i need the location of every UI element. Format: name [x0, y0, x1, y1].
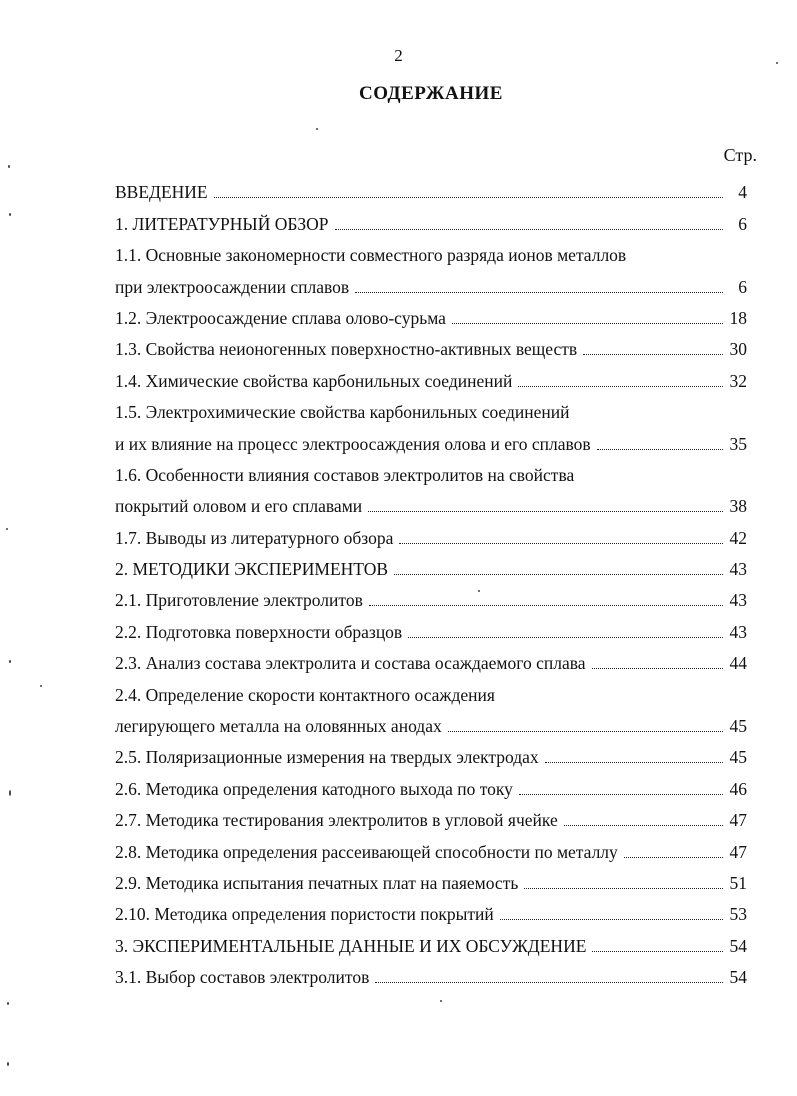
dot-leader: [452, 323, 723, 324]
toc-entry: [115, 863, 747, 894]
toc-entry-title: 2.9. Методика испытания печатных плат на паяемость: [115, 872, 519, 893]
toc-entry-page: 47: [729, 810, 747, 831]
dot-leader: [375, 982, 723, 983]
toc-entry-title-line: 1.1. Основные закономерности совместного разряда ионов металлов: [115, 245, 627, 266]
toc-entry-page: 42: [729, 527, 747, 548]
toc-entry-title: и их влияние на процесс электроосаждения олова и его сплавов: [115, 433, 591, 454]
scan-speck: [40, 685, 42, 687]
page-column-label: Стр.: [723, 145, 757, 165]
toc-entry: [115, 925, 747, 956]
toc-entry: [115, 737, 747, 768]
dot-leader: [518, 386, 723, 387]
page-number: 2: [394, 46, 403, 65]
toc-entry-page: 43: [729, 590, 747, 611]
dot-leader: [500, 919, 723, 920]
toc-entry-page: 6: [738, 213, 747, 234]
toc-entry: [115, 392, 747, 455]
toc-entry-title: 2.2. Подготовка поверхности образцов: [115, 621, 403, 642]
toc-entry-page: 47: [729, 841, 747, 862]
toc-entry-page: 46: [729, 778, 747, 799]
dot-leader: [545, 762, 723, 763]
dot-leader: [519, 794, 723, 795]
toc-entry-title: покрытий оловом и его сплавами: [115, 496, 363, 517]
page-title: СОДЕРЖАНИЕ: [359, 83, 503, 104]
toc-entry: [115, 957, 747, 988]
toc-entry: [115, 580, 747, 611]
dot-leader: [355, 292, 723, 293]
scan-speck: [7, 1002, 9, 1005]
dot-leader: [592, 951, 723, 952]
scan-speck: [776, 62, 778, 64]
toc-entry-title: 2.7. Методика тестирования электролитов в угловой ячейке: [115, 810, 558, 831]
dot-leader: [624, 857, 723, 858]
dot-leader: [214, 197, 723, 198]
toc-entry-page: 53: [729, 904, 747, 925]
toc-entry: [115, 643, 747, 674]
toc-entry-title: 2.5. Поляризационные измерения на твердых электродах: [115, 747, 539, 768]
toc-entry-page: 32: [729, 370, 747, 391]
toc-entry-title: 1. ЛИТЕРАТУРНЫЙ ОБЗОР: [115, 213, 329, 234]
toc-entry-title: 2.3. Анализ состава электролита и состава осаждаемого сплава: [115, 653, 586, 674]
dot-leader: [583, 354, 723, 355]
toc-entry-page: 38: [729, 496, 747, 517]
toc-entry-title: 2.8. Методика определения рассеивающей способности по металлу: [115, 841, 618, 862]
toc-entry: [115, 235, 747, 298]
toc-entry: [115, 298, 747, 329]
toc-entry-title: 1.7. Выводы из литературного обзора: [115, 527, 394, 548]
toc-entry: [115, 549, 747, 580]
toc-entry-title: легирующего металла на оловянных анодах: [115, 716, 442, 737]
dot-leader: [369, 605, 723, 606]
toc-entry: [115, 894, 747, 925]
toc-entry: [115, 674, 747, 737]
toc-entry-title-line: 2.4. Определение скорости контактного осаждения: [115, 684, 495, 705]
toc-entry-page: 45: [729, 747, 747, 768]
dot-leader: [597, 449, 723, 450]
toc-entry-title: 2.6. Методика определения катодного выхода по току: [115, 778, 513, 799]
scan-speck: [440, 1000, 442, 1002]
toc-entry: [115, 768, 747, 799]
toc-entry-page: 30: [729, 339, 747, 360]
toc-entry-title: ВВЕДЕНИЕ: [115, 182, 208, 203]
toc-entry: [115, 800, 747, 831]
toc-entry-title: 3. ЭКСПЕРИМЕНТАЛЬНЫЕ ДАННЫЕ И ИХ ОБСУЖДЕНИЕ: [115, 935, 587, 956]
table-of-contents: [115, 172, 747, 988]
toc-entry-page: 43: [729, 621, 747, 642]
scan-speck: [6, 528, 8, 530]
scan-speck: [9, 213, 11, 216]
toc-entry-page: 43: [729, 559, 747, 580]
toc-entry-page: 54: [729, 935, 747, 956]
dot-leader: [448, 731, 723, 732]
dot-leader: [399, 543, 723, 544]
toc-entry-title: 2.10. Методика определения пористости покрытий: [115, 904, 494, 925]
toc-entry-page: 6: [738, 276, 747, 297]
dot-leader: [592, 668, 723, 669]
scan-speck: [7, 1062, 9, 1066]
toc-entry-title-line: 1.5. Электрохимические свойства карбонильных соединений: [115, 402, 570, 423]
toc-entry-title: 1.4. Химические свойства карбонильных соединений: [115, 370, 513, 391]
toc-entry-title: при электроосаждении сплавов: [115, 276, 350, 297]
toc-entry: [115, 172, 747, 203]
toc-entry-title: 2. МЕТОДИКИ ЭКСПЕРИМЕНТОВ: [115, 559, 389, 580]
toc-entry-page: 35: [729, 433, 747, 454]
toc-entry: [115, 329, 747, 360]
toc-entry-page: 45: [729, 716, 747, 737]
dot-leader: [408, 637, 723, 638]
toc-entry-title: 1.2. Электроосаждение сплава олово-сурьма: [115, 307, 446, 328]
dot-leader: [564, 825, 723, 826]
dot-leader: [524, 888, 723, 889]
toc-entry-page: 44: [729, 653, 747, 674]
scan-speck: [8, 165, 10, 168]
scan-speck: [316, 128, 318, 130]
toc-entry-page: 18: [729, 307, 747, 328]
scan-speck: [478, 590, 480, 592]
scan-speck: [9, 790, 11, 796]
dot-leader: [368, 511, 723, 512]
toc-entry-title: 2.1. Приготовление электролитов: [115, 590, 363, 611]
toc-entry-page: 54: [729, 967, 747, 988]
dot-leader: [335, 229, 723, 230]
toc-entry: [115, 611, 747, 642]
toc-entry: [115, 455, 747, 518]
toc-entry: [115, 517, 747, 548]
toc-entry-title: 1.3. Свойства неионогенных поверхностно-активных веществ: [115, 339, 578, 360]
toc-entry-page: 4: [738, 182, 747, 203]
toc-entry: [115, 360, 747, 391]
toc-entry-title-line: 1.6. Особенности влияния составов электролитов на свойства: [115, 464, 575, 485]
toc-entry-title: 3.1. Выбор составов электролитов: [115, 967, 370, 988]
toc-entry-page: 51: [729, 872, 747, 893]
toc-entry: [115, 203, 747, 234]
dot-leader: [394, 574, 723, 575]
scan-speck: [9, 660, 11, 663]
toc-entry: [115, 831, 747, 862]
